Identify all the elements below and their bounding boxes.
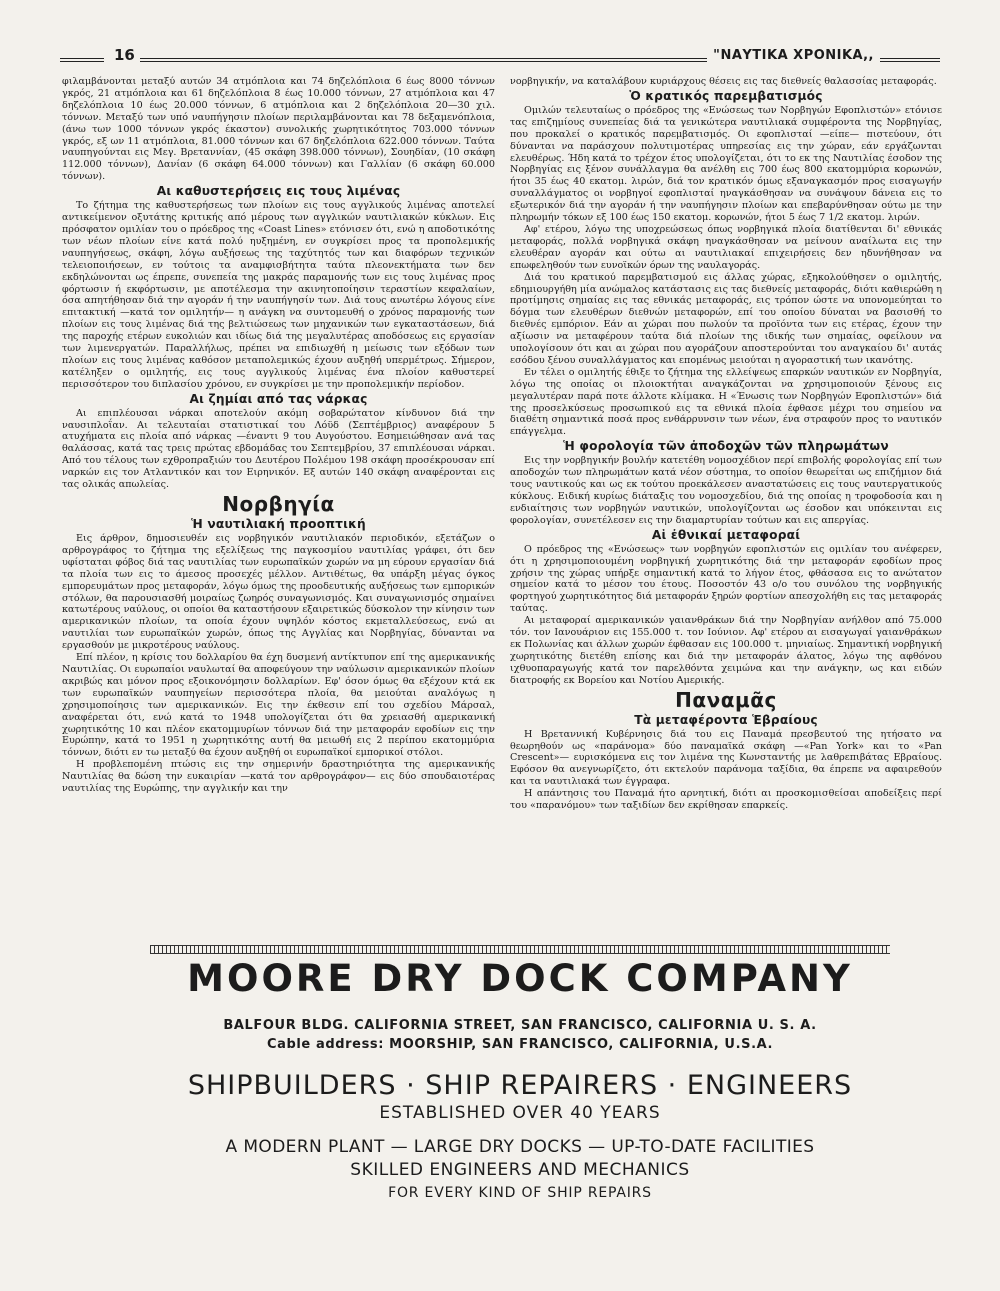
header-rule-left [60, 58, 104, 62]
state-paragraph-4: Εν τέλει ο ομιλητής έθιξε το ζήτημα της ελλείψεως επαρκών ναυτικών εν Νορβηγία, λόγω της οποίας οι πλοιοκτήται αναγκάζονται να χρησιμοποιούν ξένους εις μεγαλυτέραν παρά ποτε άλλοτε κλίμακα. Η «Ένωσις των Νορβηγών Εφοπλιστών» διά της προσελκύσεως προσωπικού εις τα εθνικά πλοία έφθασε μέχρι του σημείου να διαθέτη σημαντικά ποσά προς ενθάρρυνσιν των νέων, ένα στραφούν προς το ναυτικόν επάγγελμα. [510, 366, 942, 438]
ad-company-name: MOORE DRY DOCK COMPANY [187, 957, 853, 1000]
ad-trades: SHIPBUILDERS · SHIP REPAIRERS · ENGINEERS [187, 1070, 853, 1101]
mine-damages-paragraph: Αι επιπλέουσαι νάρκαι αποτελούν ακόμη σοβαρώτατον κίνδυνον διά την ναυσιπλοΐαν. Αι τελευταίαι στατιστικαί του Λόϋδ (Σεπτέμβριος) αναφέρουν 5 ατυχήματα εις πλοία από νάρκας —έναντι 9 του Αυγούστου. Εσημειώθησαν ανά τας θαλάσσας, κατά τας τρεις πρώτας εβδομάδας του Σεπτεμβρίου, 37 επιπλέουσαι νάρκαι. Από του τέλους των εχθροπραξιών του Δευτέρου Πολέμου 198 σκάφη προσέκρουσαν επί ναρκών εις τον Ατλαντικόν και τον Ειρηνικόν. Εξ αυτών 140 σκάφη αναφέρονται εις τας ολικάς απωλείας. [62, 407, 495, 491]
heading-crew-taxation: Ἡ φορολογία τῶν ἀποδοχῶν τῶν πληρωμάτων [563, 439, 889, 454]
heading-mine-damages: Αι ζημίαι από τας νάρκας [189, 391, 368, 406]
ad-skilled: SKILLED ENGINEERS AND MECHANICS [350, 1160, 690, 1180]
page-number: 16 [110, 46, 139, 64]
national-transport-paragraph-1: Ο πρόεδρος της «Ενώσεως» των νορβηγών εφοπλιστών εις ομιλίαν του ανέφερεν, ότι η χρησιμοποιουμένη νορβηγική χωρητικότης διά την μεταφοράν εφοδίων προς χρήσιν της χώρας υπήρξε σημαντική κατά το λήγον έτος, φθάσασα εις το ανώτατον σημείον κατά το μέσον του έτους. Ποσοστόν 43 ο/ο του συνόλου της νορβηγικής φορτηγού χωρητικότητος διά μεταφοράν ξηρών φορτίων απεσχολήθη εις τας μεταφοράς ταύτας. [510, 543, 942, 615]
continued-paragraph: νορβηγικήν, να καταλάβουν κυριάρχους θέσεις εις τας διεθνείς θαλασσίας μεταφοράς. [510, 76, 937, 87]
ad-every-kind: FOR EVERY KIND OF SHIP REPAIRS [388, 1185, 652, 1201]
heading-panama: Παναμᾶς [675, 687, 777, 712]
national-transport-paragraph-2: Αι μεταφοραί αμερικανικών γαιανθράκων διά την Νορβηγίαν ανήλθον από 75.000 τόν. τον Ιανουάριον εις 155.000 τ. τον Ιούνιον. Αφ' ετέρου αι εισαγωγαί γαιανθράκων εκ Πολωνίας και άλλων χωρών έφθασαν εις 100.000 τ. μηνιαίως. Σημαντική νορβηγική χωρητικότης διετέθη επίσης και διά την μεταφοράν άλατος, λόγω της αφθόνου ιχθυοπαραγωγής κατά τον παρελθόντα χειμώνα και την ανάγκην, ως και ειδών διατροφής εκ Βορείου και Νοτίου Αμερικής. [510, 615, 942, 686]
ad-plant: A MODERN PLANT — LARGE DRY DOCKS — UP-TO-DATE FACILITIES [225, 1137, 815, 1157]
page-header [60, 48, 940, 68]
heading-state-intervention: Ὁ κρατικός παρεμβατισμός [629, 88, 823, 103]
state-paragraph-1: Ομιλών τελευταίως ο πρόεδρος της «Ενώσεως των Νορβηγών Εφοπλιστών» ετόνισε τας επιζημίους συνεπείας διά τα γενικώτερα ναυτιλιακά συμφέροντα της Νορβηγίας, που προκαλεί ο κρατικός παρεμβατισμός. Οι εφοπλισταί —είπε— πιστεύουν, ότι δύνανται να παράσχουν πολυτιμοτέρας υπηρεσίας εις την χώραν, εάν εργάζωνται ελευθέρως. Ήδη κατά το τρέχον έτος υπολογίζεται, ότι το εκ της Ναυτιλίας έσοδον της Νορβηγίας εις ξένον συνάλλαγμα θα ανέλθη εις 700 έως 800 εκατομμύρια κορωνών, ήτοι 35 έως 40 εκατομ. λιρών, διά τον κρατικόν όμως εξαναγκασμόν προς εισαγωγήν συναλλάγματος οι νορβηγοί εφοπλισταί ηναγκάσθησαν να συνάψουν δάνεια εις το εξωτερικόν διά την αγοράν ή την ναυπήγησιν πλοίων και επεβαρύνθησαν ούτω με την πληρωμήν τόκων εξ 100 έως 150 εκατομ. κορωνών, ήτοι 5 έως 7 1/2 εκατομ. λιρών. [510, 104, 942, 224]
state-paragraph-2: Αφ' ετέρου, λόγω της υποχρεώσεως όπως νορβηγικά πλοία διατίθενται δι' εθνικάς μεταφοράς, πολλά νορβηγικά σκάφη ηναγκάσθησαν να μείνουν αναίλωτα εις την ελευθέραν αγοράν και ούτω αι ναυτιλιακαί επιχειρήσεις δεν ηδυνήθησαν να επωφεληθούν των ευνοϊκών όρων της ναυλαγοράς. [510, 223, 942, 271]
right-column [510, 76, 942, 946]
ad-address: BALFOUR BLDG. CALIFORNIA STREET, SAN FRANCISCO, CALIFORNIA U. S. A. [223, 1018, 817, 1033]
subheading-panama: Τὰ μεταφέροντα Ἑβραίους [634, 712, 818, 727]
norway-paragraph-2: Επί πλέον, η κρίσις του δολλαρίου θα έχη δυσμενή αντίκτυπον επί της αμερικανικής Ναυτιλίας. Οι ευρωπαίοι ναυλωταί θα αποφεύγουν την ναύλωσιν αμερικανικών πλοίων ακριβώς και μόνον προς εξοικονόμησιν δολλαρίων. Εφ' όσον όμως θα εξέχουν κτά εκ των ευρωπαϊκών ναυπηγείων περισσότερα πλοία, θα μειούται αναλόγως η χρησιμοποίησις των αμερικανικών. Εις την έκθεσιν επί του σχεδίου Μάρσαλ, αναφέρεται ότι, ενώ κατά το 1948 υπολογίζεται ότι θα χρειασθή αμερικανική χωρητικότης 10 και πλέον εκατομμυρίων τόννων διά την μεταφοράν εφοδίων εις την Ευρώπην, κατά το 1951 η χωρητικότης αυτή θα μειωθή εις 2 περίπου εκατομμύρια τόννων, διότι εν τω μεταξύ θα έχουν αυξηθή οι ευρωπαϊκοί εμπορικοί στόλοι. [62, 652, 495, 759]
publication-title: "ΝΑΥΤΙΚΑ ΧΡΟΝΙΚΑ,, [707, 48, 880, 63]
heading-norway: Νορβηγία [222, 492, 335, 516]
norway-paragraph-3: Η προβλεπομένη πτώσις εις την σημερινήν δραστηριότητα της αμερικανικής Ναυτιλίας θα δώση την ευκαιρίαν —κατά τον αρθρογράφον— εις δύο σπουδαιοτέρας ναυτιλίας της Ευρώπης, την αγγλικήν και την [62, 759, 495, 795]
left-column [62, 76, 495, 946]
heading-national-transport: Αἱ ἐθνικαί μεταφοραί [651, 527, 801, 542]
heading-port-delays: Αι καθυστερήσεις εις τους λιμένας [156, 184, 401, 199]
advertisement [150, 945, 890, 1228]
state-paragraph-3: Διά του κρατικού παρεμβατισμού εις άλλας χώρας, εξηκολούθησεν ο ομιλητής, εδημιουργήθη μία ανώμαλος κατάστασις εις τας διεθνείς μεταφοράς, διότι καθιερώθη η προτίμησις σημαίας εις τας εθνικάς μεταφοράς, εις τρόπον ώστε να υπονομεύηται το δόγμα των ελευθέρων διεθνών μεταφορών, επί του οποίου δύναται να βασισθή το διεθνές εμπόριον. Εάν αι χώραι που πωλούν τα προϊόντα των εις ετέρας, έχουν την αξίωσιν να μεταφέρουν ταύτα διά πλοίων της ιδικής των σημαίας, οφείλουν να υπολογίσουν ότι και αι χώραι που αγοράζουν αποστερούνται του αναγκαίου δι' αυτάς εσόδου ξένου συναλλάγματος και επομένως μειούται η αγοραστική των ικανότης. [510, 271, 942, 366]
panama-paragraph-2: Η απάντησις του Παναμά ήτο αρνητική, διότι αι προσκομισθείσαι αποδείξεις περί του «παρανόμου» των ταξιδίων δεν εκρίθησαν επαρκείς. [510, 788, 942, 812]
panama-paragraph-1: Η Βρεταννική Κυβέρνησις διά του εις Παναμά πρεσβευτού της ητήσατο να θεωρηθούν ως «παράνομα» δύο παναμαϊκά σκάφη —«Pan York» και το «Pan Crescent»— ευρισκόμενα εις τον λιμένα της Κωνσταντής με λαθρεπιβάτας Εβραίους. Εφόσον θα ανεγνωρίζετο, ότι εκτελούν παράνομα ταξίδια, θα έπρεπε να αφαιρεθούν και τα ναυτιλιακά των έγγραφα. [510, 728, 942, 788]
subheading-norway: Ἡ ναυτιλιακή προοπτική [191, 517, 366, 531]
norway-paragraph-1: Εις άρθρον, δημοσιευθέν εις νορβηγικόν ναυτιλιακόν περιοδικόν, εξετάζων ο αρθρογράφος το ζήτημα της εξελίξεως της παγκοσμίου ναυτιλίας γράφει, ότι δεν υφίσταται φόβος διά τας ναυτιλίας των ευρωπαϊκών χωρών να μη εύρουν εργασίαν διά τα πλοία των εις το άμεσος προσεχές μέλλον. Αντιθέτως, θα υπάρξη μέγας όγκος εμπορευμάτων προς μεταφοράν, λόγω όμως της προοδευτικής αυξήσεως των εμπορικών στόλων, θα παρουσιασθή μοιραίως ζωηρός συναγωνισμός. Και συναγωνισμός σημαίνει κατωτέρους ναύλους, οι οποίοι θα καταστήσουν εξαιρετικώς δύσκολον την κίνησιν των αμερικανικών πλοίων, τα οποία έχουν υψηλόν κόστος εκμεταλλεύσεως, ενώ αι ναυτιλίαι των ευρωπαϊκών χωρών, όπως της Αγγλίας και Νορβηγίας, δύνανται να εργασθούν με μικροτέρους ναύλους. [62, 533, 495, 652]
crew-taxation-paragraph: Εις την νορβηγικήν βουλήν κατετέθη νομοσχέδιον περί επιβολής φορολογίας επί των αποδοχών των πληρωμάτων κατά νέον σύστημα, το οποίον θεωρείται ως επιζήμιον διά τους ναυτικούς και ως εκ τούτου προεκάλεσεν αναστατώσεις εις τους ναυτεργατικούς κύκλους. Ειδική κυρίως διάταξις του νομοσχεδίου, διά της οποίας η τροφοδοσία και η ενδιαίτησις των νορβηγών ναυτικών, υπολογίζονται ως έσοδον και υπόκεινται εις φορολογίαν, συνετέλεσεν εις την διαμαρτυρίαν τούτων και εις απεργίας. [510, 455, 942, 526]
ad-cable-address: Cable address: MOORSHIP, SAN FRANCISCO, CALIFORNIA, U.S.A. [266, 1037, 774, 1052]
intro-paragraph: φιλαμβάνονται μεταξύ αυτών 34 ατμόπλοια και 74 δηζελόπλοια 6 έως 8000 τόννων γκρός, 21 ατμόπλοια και 61 δηζελόπλοια 8 έως 10.000 τόννων, 27 ατμόπλοια και 47 δηζελόπλοια 10 έως 20.000 τόννων, 6 ατμόπλοια και 2 δηζελόπλοια 20—30 χιλ. τόννων. Μεταξύ των υπό ναυπήγησιν πλοίων περιλαμβάνονται και 78 δεξαμενόπλοια, (άνω των 1000 τόννων γκρός έκαστον) συνολικής χωρητικότητος 703.000 τόννων γκρός, εξ ων 11 ατμόπλοια, 81.000 τόννων και 67 δηζελόπλοια 622.000 τόννων. Ταύτα ναυπηγούνται εις Μεγ. Βρεταννίαν, (45 σκάφη 398.000 τόννων), Σουηδίαν, (10 σκάφη 112.000 τόννων), Δανίαν (6 σκάφη 64.000 τόννων) και Γαλλίαν (6 σκάφη 60.000 τόννων). [62, 76, 495, 183]
ad-established: ESTABLISHED OVER 40 YEARS [379, 1103, 661, 1123]
port-delays-paragraph: Το ζήτημα της καθυστερήσεως των πλοίων εις τους αγγλικούς λιμένας αποτελεί αντικείμενον οξυτάτης κριτικής από μέρους των αγγλικών ναυτιλιακών κύκλων. Εις πρόσφατον ομιλίαν του ο πρόεδρος της «Coast Lines» ετόνισεν ότι, ενώ η αποδοτικότης των νέων πλοίων είνε κατά πολύ ηυξημένη, εν συγκρίσει προς τα προπολεμικής ναυπηγήσεως, σκάφη, λόγω αυξήσεως της ταχύτητός των και διαφόρων τεχνικών τελειοποιήσεων, εν τούτοις τα αναμφισβήτητα ταύτα πλεονεκτήματα των δεν εκδηλώνονται ως έπρεπε, συνεπεία της μακράς παραμονής των εις τους λιμένας προς φόρτωσιν ή εκφόρτωσιν, με αποτέλεσμα την ακινητοποίησιν τεραστίων κεφαλαίων, όσα απητήθησαν διά την αγοράν ή την ναυπήγησίν των. Διά τους ανωτέρω λόγους είνε επιτακτική —κατά τον ομιλητήν— η ανάγκη να συντομευθή ο χρόνος παραμονής των πλοίων εις τους λιμένας διά της βελτιώσεως των μηχανικών των εγκαταστάσεων, διά της παροχής ετέρων ευκολιών και ιδίως διά της μεγαλυτέρας αποδόσεως εις εργασίαν των λιμενεργατών. Παραλλήλως, πρέπει να επιδιωχθή η μείωσις των εξόδων των πλοίων εις τους λιμένας καθόσον μεταπολεμικώς έχουν αυξηθή υπερμέτρως. Σήμερον, κατέληξεν ο ομιλητής, εις τους αγγλικούς λιμένας ένα πλοίον καθυστερεί περισσότερον του διπλασίου χρόνου, εν συγκρίσει με την προπολεμικήν περίοδον. [62, 200, 495, 390]
